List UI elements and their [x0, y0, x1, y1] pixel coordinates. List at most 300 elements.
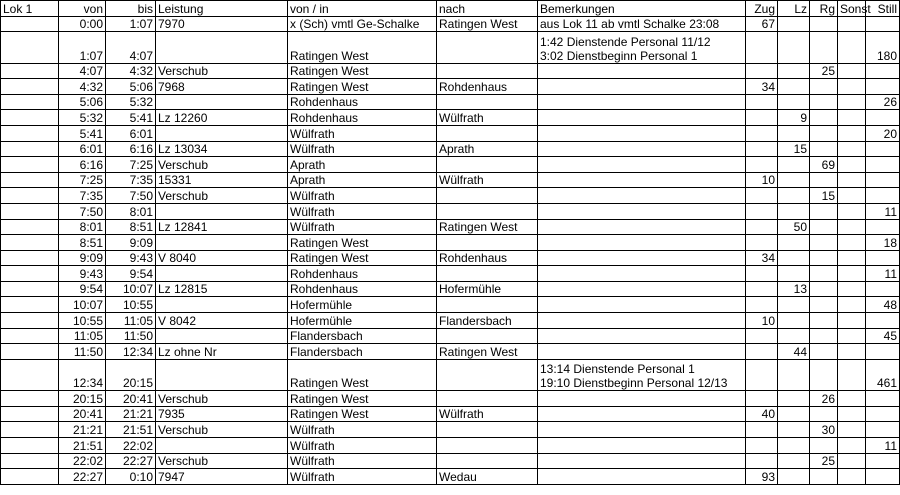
cell-rg[interactable]	[810, 344, 838, 360]
cell-leistung[interactable]	[156, 94, 288, 110]
cell-lok[interactable]	[1, 344, 59, 360]
cell-lz[interactable]: 44	[778, 344, 810, 360]
cell-bem[interactable]	[538, 235, 746, 251]
cell-still[interactable]	[866, 63, 900, 79]
cell-von[interactable]: 1:07	[59, 32, 106, 63]
cell-nach[interactable]	[437, 125, 538, 141]
cell-sonst[interactable]	[838, 438, 866, 454]
cell-nach[interactable]: Wülfrath	[437, 406, 538, 422]
cell-sonst[interactable]	[838, 422, 866, 438]
cell-rg[interactable]: 26	[810, 391, 838, 407]
cell-rg[interactable]: 30	[810, 422, 838, 438]
cell-bis[interactable]: 6:16	[106, 141, 156, 157]
cell-nach[interactable]: Aprath	[437, 141, 538, 157]
cell-nach[interactable]: Wedau	[437, 469, 538, 485]
cell-lok[interactable]	[1, 297, 59, 313]
cell-zug[interactable]	[746, 125, 778, 141]
cell-bem[interactable]	[538, 16, 746, 32]
cell-zug[interactable]	[746, 188, 778, 204]
cell-leistung[interactable]: Verschub	[156, 422, 288, 438]
cell-bis[interactable]: 8:01	[106, 203, 156, 219]
cell-lok[interactable]	[1, 281, 59, 297]
cell-rg[interactable]	[810, 172, 838, 188]
cell-sonst[interactable]	[838, 32, 866, 63]
cell-lok[interactable]	[1, 141, 59, 157]
cell-still[interactable]: 11	[866, 203, 900, 219]
cell-nach[interactable]: Wülfrath	[437, 172, 538, 188]
cell-zug[interactable]	[746, 359, 778, 390]
cell-still[interactable]: 45	[866, 328, 900, 344]
cell-von[interactable]: 20:15	[59, 391, 106, 407]
cell-lok[interactable]	[1, 422, 59, 438]
cell-lz[interactable]	[778, 469, 810, 485]
cell-lok[interactable]	[1, 453, 59, 469]
cell-sonst[interactable]	[838, 453, 866, 469]
cell-lok[interactable]	[1, 157, 59, 173]
cell-still[interactable]: 48	[866, 297, 900, 313]
cell-vonin[interactable]: Wülfrath	[288, 422, 437, 438]
cell-nach[interactable]	[437, 32, 538, 63]
cell-still[interactable]: 461	[866, 359, 900, 390]
cell-leistung[interactable]: Lz 12841	[156, 219, 288, 235]
cell-von[interactable]: 7:50	[59, 203, 106, 219]
cell-bis[interactable]: 1:07	[106, 16, 156, 32]
cell-zug[interactable]	[746, 32, 778, 63]
cell-lok[interactable]	[1, 188, 59, 204]
cell-sonst[interactable]	[838, 157, 866, 173]
cell-vonin[interactable]: Rohdenhaus	[288, 94, 437, 110]
cell-bem[interactable]	[538, 157, 746, 173]
cell-von[interactable]: 11:50	[59, 344, 106, 360]
cell-rg[interactable]	[810, 110, 838, 126]
cell-lok[interactable]	[1, 438, 59, 454]
cell-still[interactable]: 20	[866, 125, 900, 141]
cell-sonst[interactable]	[838, 16, 866, 32]
cell-bis[interactable]: 11:50	[106, 328, 156, 344]
cell-rg[interactable]	[810, 406, 838, 422]
header-still[interactable]: Still	[866, 1, 900, 17]
cell-still[interactable]	[866, 281, 900, 297]
header-leistung[interactable]: Leistung	[156, 1, 288, 17]
cell-leistung[interactable]: V 8042	[156, 313, 288, 329]
cell-von[interactable]: 7:25	[59, 172, 106, 188]
cell-leistung[interactable]	[156, 438, 288, 454]
cell-vonin[interactable]: Ratingen West	[288, 79, 437, 95]
cell-rg[interactable]	[810, 359, 838, 390]
cell-vonin[interactable]: x (Sch) vmtl Ge-Schalke	[288, 16, 437, 32]
cell-leistung[interactable]: 7968	[156, 79, 288, 95]
cell-zug[interactable]: 67	[746, 16, 778, 32]
cell-rg[interactable]	[810, 235, 838, 251]
cell-nach[interactable]	[437, 266, 538, 282]
cell-vonin[interactable]: Rohdenhaus	[288, 266, 437, 282]
cell-leistung[interactable]: Verschub	[156, 63, 288, 79]
cell-bis[interactable]: 21:21	[106, 406, 156, 422]
cell-von[interactable]: 7:35	[59, 188, 106, 204]
cell-lz[interactable]	[778, 79, 810, 95]
cell-sonst[interactable]	[838, 172, 866, 188]
cell-lz[interactable]	[778, 313, 810, 329]
cell-rg[interactable]	[810, 266, 838, 282]
cell-leistung[interactable]: Verschub	[156, 453, 288, 469]
cell-bem[interactable]	[538, 281, 746, 297]
cell-lok[interactable]	[1, 63, 59, 79]
cell-sonst[interactable]	[838, 391, 866, 407]
cell-leistung[interactable]	[156, 266, 288, 282]
cell-rg[interactable]	[810, 313, 838, 329]
cell-von[interactable]: 8:01	[59, 219, 106, 235]
cell-bis[interactable]: 20:15	[106, 359, 156, 390]
cell-sonst[interactable]	[838, 125, 866, 141]
cell-lok[interactable]	[1, 172, 59, 188]
cell-lz[interactable]: 50	[778, 219, 810, 235]
cell-still[interactable]	[866, 172, 900, 188]
cell-still[interactable]	[866, 453, 900, 469]
cell-rg[interactable]	[810, 79, 838, 95]
cell-lok[interactable]	[1, 266, 59, 282]
cell-nach[interactable]	[437, 235, 538, 251]
cell-still[interactable]	[866, 79, 900, 95]
cell-bis[interactable]: 4:32	[106, 63, 156, 79]
cell-lok[interactable]	[1, 203, 59, 219]
cell-bem[interactable]	[538, 79, 746, 95]
cell-bem[interactable]	[538, 422, 746, 438]
cell-zug[interactable]	[746, 63, 778, 79]
cell-lok[interactable]	[1, 16, 59, 32]
cell-rg[interactable]	[810, 297, 838, 313]
cell-nach[interactable]	[437, 359, 538, 390]
cell-leistung[interactable]: 7970	[156, 16, 288, 32]
cell-bem[interactable]	[538, 219, 746, 235]
cell-zug[interactable]: 10	[746, 172, 778, 188]
cell-leistung[interactable]	[156, 32, 288, 63]
cell-leistung[interactable]	[156, 125, 288, 141]
cell-vonin[interactable]: Ratingen West	[288, 235, 437, 251]
cell-leistung[interactable]	[156, 359, 288, 390]
cell-vonin[interactable]: Ratingen West	[288, 32, 437, 63]
cell-still[interactable]	[866, 406, 900, 422]
cell-von[interactable]: 11:05	[59, 328, 106, 344]
header-nach[interactable]: nach	[437, 1, 538, 17]
cell-lz[interactable]	[778, 359, 810, 390]
cell-lz[interactable]	[778, 203, 810, 219]
cell-lz[interactable]	[778, 266, 810, 282]
cell-still[interactable]	[866, 422, 900, 438]
cell-still[interactable]: 18	[866, 235, 900, 251]
cell-lz[interactable]	[778, 16, 810, 32]
cell-zug[interactable]	[746, 110, 778, 126]
cell-vonin[interactable]: Wülfrath	[288, 453, 437, 469]
cell-sonst[interactable]	[838, 110, 866, 126]
cell-bem[interactable]	[538, 94, 746, 110]
cell-lz[interactable]	[778, 94, 810, 110]
cell-von[interactable]: 9:43	[59, 266, 106, 282]
cell-vonin[interactable]: Flandersbach	[288, 328, 437, 344]
cell-zug[interactable]: 10	[746, 313, 778, 329]
cell-lz[interactable]: 13	[778, 281, 810, 297]
cell-lok[interactable]	[1, 328, 59, 344]
cell-von[interactable]: 22:02	[59, 453, 106, 469]
cell-lz[interactable]	[778, 438, 810, 454]
cell-nach[interactable]: Ratingen West	[437, 16, 538, 32]
cell-sonst[interactable]	[838, 250, 866, 266]
cell-vonin[interactable]: Wülfrath	[288, 469, 437, 485]
cell-lok[interactable]	[1, 359, 59, 390]
cell-bis[interactable]: 20:41	[106, 391, 156, 407]
cell-rg[interactable]: 69	[810, 157, 838, 173]
cell-lz[interactable]	[778, 422, 810, 438]
cell-still[interactable]	[866, 250, 900, 266]
cell-von[interactable]: 0:00	[59, 16, 106, 32]
cell-leistung[interactable]: V 8040	[156, 250, 288, 266]
cell-rg[interactable]	[810, 281, 838, 297]
cell-lok[interactable]	[1, 469, 59, 485]
cell-bem[interactable]	[538, 141, 746, 157]
cell-lok[interactable]	[1, 32, 59, 63]
cell-zug[interactable]	[746, 422, 778, 438]
cell-sonst[interactable]	[838, 266, 866, 282]
cell-leistung[interactable]: Lz 12260	[156, 110, 288, 126]
cell-von[interactable]: 10:07	[59, 297, 106, 313]
cell-vonin[interactable]: Ratingen West	[288, 359, 437, 390]
cell-leistung[interactable]	[156, 235, 288, 251]
cell-sonst[interactable]	[838, 313, 866, 329]
cell-bis[interactable]: 22:27	[106, 453, 156, 469]
cell-lz[interactable]: 15	[778, 141, 810, 157]
cell-rg[interactable]	[810, 469, 838, 485]
cell-nach[interactable]	[437, 297, 538, 313]
cell-vonin[interactable]: Wülfrath	[288, 188, 437, 204]
cell-bis[interactable]: 7:25	[106, 157, 156, 173]
cell-von[interactable]: 5:41	[59, 125, 106, 141]
cell-nach[interactable]: Rohdenhaus	[437, 250, 538, 266]
cell-bem[interactable]	[538, 266, 746, 282]
cell-bis[interactable]: 7:35	[106, 172, 156, 188]
cell-zug[interactable]: 40	[746, 406, 778, 422]
cell-leistung[interactable]: Verschub	[156, 157, 288, 173]
cell-still[interactable]	[866, 157, 900, 173]
cell-von[interactable]: 6:16	[59, 157, 106, 173]
cell-still[interactable]	[866, 16, 900, 32]
cell-rg[interactable]	[810, 328, 838, 344]
cell-bem[interactable]	[538, 63, 746, 79]
cell-rg[interactable]	[810, 32, 838, 63]
cell-zug[interactable]	[746, 141, 778, 157]
cell-sonst[interactable]	[838, 188, 866, 204]
header-bemerkungen[interactable]: Bemerkungen	[538, 1, 746, 17]
cell-rg[interactable]: 25	[810, 453, 838, 469]
header-lz[interactable]: Lz	[778, 1, 810, 17]
cell-von[interactable]: 22:27	[59, 469, 106, 485]
cell-zug[interactable]	[746, 157, 778, 173]
cell-von[interactable]: 5:32	[59, 110, 106, 126]
cell-bem[interactable]	[538, 344, 746, 360]
cell-still[interactable]	[866, 110, 900, 126]
cell-lz[interactable]	[778, 406, 810, 422]
cell-lz[interactable]	[778, 63, 810, 79]
cell-vonin[interactable]: Ratingen West	[288, 406, 437, 422]
cell-lok[interactable]	[1, 391, 59, 407]
cell-vonin[interactable]: Hofermühle	[288, 297, 437, 313]
cell-bem[interactable]	[538, 359, 746, 390]
cell-still[interactable]	[866, 219, 900, 235]
cell-lz[interactable]	[778, 125, 810, 141]
cell-vonin[interactable]: Wülfrath	[288, 125, 437, 141]
cell-leistung[interactable]	[156, 297, 288, 313]
cell-bem[interactable]	[538, 203, 746, 219]
cell-sonst[interactable]	[838, 141, 866, 157]
cell-zug[interactable]	[746, 297, 778, 313]
cell-sonst[interactable]	[838, 281, 866, 297]
cell-still[interactable]: 26	[866, 94, 900, 110]
cell-sonst[interactable]	[838, 79, 866, 95]
cell-bis[interactable]: 9:54	[106, 266, 156, 282]
cell-lz[interactable]	[778, 172, 810, 188]
cell-zug[interactable]	[746, 203, 778, 219]
cell-leistung[interactable]: Verschub	[156, 188, 288, 204]
cell-nach[interactable]	[437, 203, 538, 219]
cell-rg[interactable]	[810, 141, 838, 157]
header-bis[interactable]: bis	[106, 1, 156, 17]
cell-von[interactable]: 20:41	[59, 406, 106, 422]
cell-nach[interactable]	[437, 63, 538, 79]
cell-still[interactable]: 11	[866, 438, 900, 454]
cell-vonin[interactable]: Flandersbach	[288, 344, 437, 360]
cell-vonin[interactable]: Hofermühle	[288, 313, 437, 329]
cell-lok[interactable]	[1, 110, 59, 126]
cell-bis[interactable]: 4:07	[106, 32, 156, 63]
cell-bis[interactable]: 5:41	[106, 110, 156, 126]
cell-lok[interactable]	[1, 219, 59, 235]
cell-zug[interactable]	[746, 391, 778, 407]
cell-rg[interactable]	[810, 438, 838, 454]
cell-bis[interactable]: 8:51	[106, 219, 156, 235]
cell-lok[interactable]	[1, 79, 59, 95]
cell-von[interactable]: 10:55	[59, 313, 106, 329]
cell-leistung[interactable]: Verschub	[156, 391, 288, 407]
cell-leistung[interactable]: 7935	[156, 406, 288, 422]
cell-bis[interactable]: 10:55	[106, 297, 156, 313]
cell-rg[interactable]	[810, 125, 838, 141]
cell-bis[interactable]: 10:07	[106, 281, 156, 297]
header-lok[interactable]: Lok 1	[1, 1, 59, 17]
cell-lok[interactable]	[1, 94, 59, 110]
cell-von[interactable]: 9:09	[59, 250, 106, 266]
cell-bem[interactable]	[538, 172, 746, 188]
cell-rg[interactable]: 25	[810, 63, 838, 79]
cell-zug[interactable]	[746, 235, 778, 251]
cell-nach[interactable]: Flandersbach	[437, 313, 538, 329]
cell-sonst[interactable]	[838, 219, 866, 235]
cell-lok[interactable]	[1, 125, 59, 141]
cell-nach[interactable]	[437, 157, 538, 173]
cell-bem[interactable]	[538, 313, 746, 329]
cell-leistung[interactable]: 7947	[156, 469, 288, 485]
cell-lz[interactable]	[778, 235, 810, 251]
cell-bis[interactable]: 0:10	[106, 469, 156, 485]
cell-bem[interactable]	[538, 110, 746, 126]
cell-bis[interactable]: 7:50	[106, 188, 156, 204]
cell-von[interactable]: 8:51	[59, 235, 106, 251]
cell-von[interactable]: 4:07	[59, 63, 106, 79]
cell-sonst[interactable]	[838, 406, 866, 422]
cell-nach[interactable]	[437, 328, 538, 344]
cell-nach[interactable]: Wülfrath	[437, 110, 538, 126]
cell-bem[interactable]	[538, 32, 746, 63]
cell-still[interactable]: 180	[866, 32, 900, 63]
cell-leistung[interactable]	[156, 328, 288, 344]
cell-zug[interactable]	[746, 438, 778, 454]
cell-lz[interactable]	[778, 157, 810, 173]
cell-zug[interactable]	[746, 94, 778, 110]
cell-von[interactable]: 21:21	[59, 422, 106, 438]
cell-leistung[interactable]: Lz 13034	[156, 141, 288, 157]
cell-bem[interactable]	[538, 297, 746, 313]
cell-still[interactable]	[866, 469, 900, 485]
cell-rg[interactable]	[810, 16, 838, 32]
cell-bem[interactable]	[538, 391, 746, 407]
cell-nach[interactable]	[437, 391, 538, 407]
cell-bem[interactable]	[538, 125, 746, 141]
cell-lok[interactable]	[1, 313, 59, 329]
cell-nach[interactable]	[437, 94, 538, 110]
cell-zug[interactable]	[746, 453, 778, 469]
cell-sonst[interactable]	[838, 344, 866, 360]
cell-zug[interactable]	[746, 344, 778, 360]
cell-vonin[interactable]: Ratingen West	[288, 391, 437, 407]
cell-lz[interactable]	[778, 297, 810, 313]
cell-rg[interactable]	[810, 94, 838, 110]
cell-bem[interactable]	[538, 406, 746, 422]
header-von-in[interactable]: von / in	[288, 1, 437, 17]
cell-bis[interactable]: 9:43	[106, 250, 156, 266]
cell-bis[interactable]: 22:02	[106, 438, 156, 454]
cell-still[interactable]	[866, 391, 900, 407]
cell-bem[interactable]	[538, 438, 746, 454]
cell-lz[interactable]	[778, 328, 810, 344]
cell-lok[interactable]	[1, 235, 59, 251]
cell-lz[interactable]	[778, 32, 810, 63]
cell-vonin[interactable]: Wülfrath	[288, 219, 437, 235]
cell-rg[interactable]: 15	[810, 188, 838, 204]
cell-von[interactable]: 21:51	[59, 438, 106, 454]
cell-rg[interactable]	[810, 203, 838, 219]
cell-bis[interactable]: 5:32	[106, 94, 156, 110]
cell-still[interactable]	[866, 188, 900, 204]
cell-zug[interactable]: 34	[746, 250, 778, 266]
cell-bis[interactable]: 6:01	[106, 125, 156, 141]
cell-vonin[interactable]: Wülfrath	[288, 438, 437, 454]
cell-lok[interactable]	[1, 250, 59, 266]
header-sonst[interactable]: Sonst	[838, 1, 866, 17]
cell-lz[interactable]: 9	[778, 110, 810, 126]
cell-lz[interactable]	[778, 188, 810, 204]
cell-nach[interactable]	[437, 438, 538, 454]
cell-zug[interactable]	[746, 266, 778, 282]
cell-von[interactable]: 4:32	[59, 79, 106, 95]
cell-leistung[interactable]: Lz ohne Nr	[156, 344, 288, 360]
cell-lz[interactable]	[778, 453, 810, 469]
cell-bem[interactable]	[538, 250, 746, 266]
cell-nach[interactable]: Rohdenhaus	[437, 79, 538, 95]
cell-bis[interactable]: 11:05	[106, 313, 156, 329]
cell-bis[interactable]: 21:51	[106, 422, 156, 438]
cell-leistung[interactable]: 15331	[156, 172, 288, 188]
cell-zug[interactable]: 93	[746, 469, 778, 485]
header-zug[interactable]: Zug	[746, 1, 778, 17]
cell-vonin[interactable]: Wülfrath	[288, 141, 437, 157]
cell-nach[interactable]	[437, 188, 538, 204]
